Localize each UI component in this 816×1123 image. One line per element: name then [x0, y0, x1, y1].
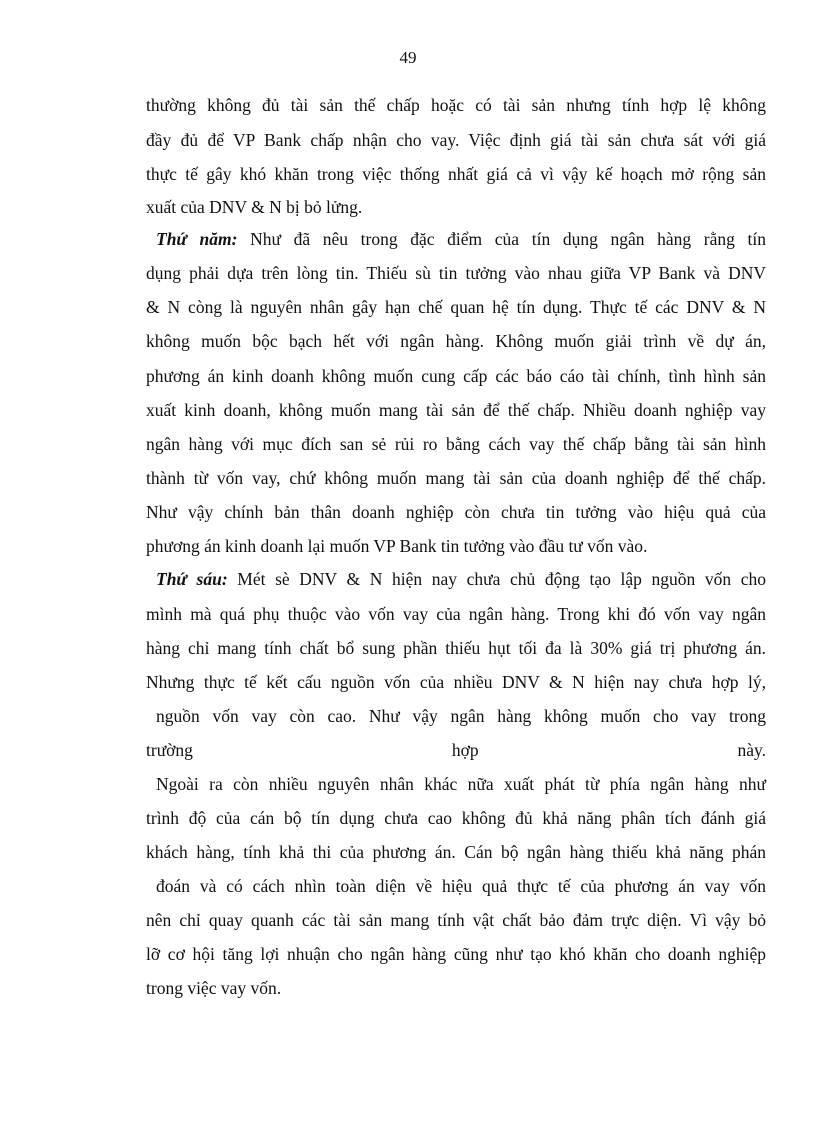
text-line: xuất của DNV & N bị bỏ lửng.	[146, 197, 363, 217]
text-line: Nhưng thực tế kết cấu nguồn vốn của nhiều DNV & N hiện nay chưa hợp lý,	[146, 672, 766, 692]
text-line: Thứ sáu: Mét sè DNV & N hiện nay chưa chủ động tạo lập nguồn vốn cho	[156, 569, 767, 589]
text-line: Như vậy chính bản thân doanh nghiệp còn chưa tin tưởng vào hiệu quả của	[146, 502, 766, 522]
page-number: 49	[399, 48, 417, 67]
text-line: lỡ cơ hội tăng lợi nhuận cho ngân hàng cũng như tạo khó khăn cho doanh nghiệp	[146, 944, 766, 964]
text-line: trường hợp này.	[146, 740, 766, 760]
text-line: thành từ vốn vay, chứ không muốn mang tài sản của doanh nghiệp để thế chấp.	[146, 468, 766, 488]
text-line: Thứ năm: Như đã nêu trong đặc điểm của tín dụng ngân hàng rằng tín	[156, 229, 766, 249]
text-line: đầy đủ để VP Bank chấp nhận cho vay. Việc định giá tài sản chưa sát với giá	[146, 130, 766, 150]
text-line: trong việc vay vốn.	[146, 978, 282, 998]
text-line: Ngoài ra còn nhiều nguyên nhân khác nữa xuất phát từ phía ngân hàng như	[156, 774, 766, 794]
text-line: nguồn vốn vay còn cao. Như vậy ngân hàng không muốn cho vay trong	[156, 706, 766, 726]
text-line: đoán và có cách nhìn toàn diện về hiệu quả thực tế của phương án vay vốn	[156, 876, 766, 896]
text-line: không muốn bộc bạch hết với ngân hàng. Không muốn giải trình về dự án,	[146, 331, 766, 351]
text-line: phương án kinh doanh không muốn cung cấp các báo cáo tài chính, tình hình sản	[146, 366, 766, 386]
text-line: phương án kinh doanh lại muốn VP Bank tin tưởng vào đầu tư vốn vào.	[146, 536, 648, 556]
section-label-thu-sau: Thứ sáu:	[156, 569, 228, 589]
text-line: trình độ của cán bộ tín dụng chưa cao không đủ khả năng phân tích đánh giá	[146, 808, 766, 828]
text-line: dụng phải dựa trên lòng tin. Thiếu sù tin tưởng vào nhau giữa VP Bank và DNV	[146, 263, 766, 283]
text-line: hàng chỉ mang tính chất bổ sung phần thiếu hụt tối đa là 30% giá trị phương án.	[146, 638, 766, 658]
text-line: ngân hàng với mục đích san sẻ rủi ro bằng cách vay thế chấp bằng tài sản hình	[146, 434, 766, 454]
text-line: xuất kinh doanh, không muốn mang tài sản để thế chấp. Nhiều doanh nghiệp vay	[146, 400, 766, 420]
text-line: khách hàng, tính khả thi của phương án. Cán bộ ngân hàng thiếu khả năng phán	[146, 842, 766, 862]
text-line: & N còng là nguyên nhân gây hạn chế quan hệ tín dụng. Thực tế các DNV & N	[146, 297, 766, 317]
text-line: nên chỉ quay quanh các tài sản mang tính vật chất bảo đảm trực diện. Vì vậy bỏ	[146, 910, 766, 930]
text-line: mình mà quá phụ thuộc vào vốn vay của ngân hàng. Trong khi đó vốn vay ngân	[146, 604, 766, 624]
text-line: thường không đủ tài sản thế chấp hoặc có tài sản nhưng tính hợp lệ không	[146, 95, 766, 115]
text-line: thực tế gây khó khăn trong việc thống nhất giá cả vì vậy kế hoạch mở rộng sản	[146, 164, 766, 184]
section-label-thu-nam: Thứ năm:	[156, 229, 238, 249]
